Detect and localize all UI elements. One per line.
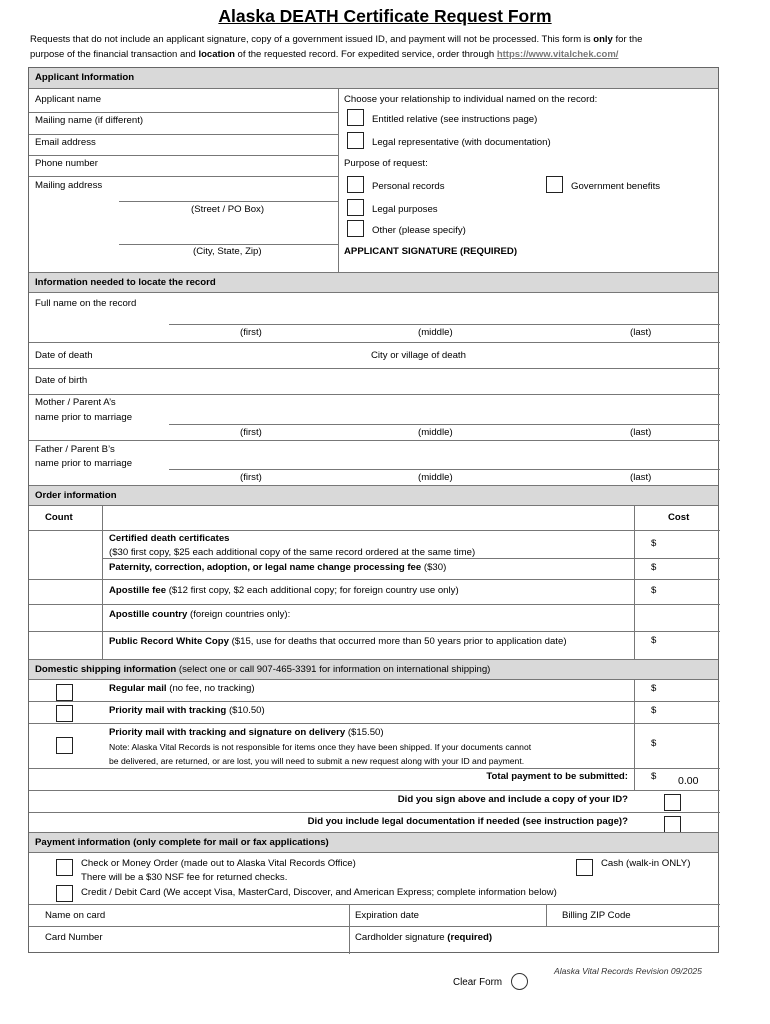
shipping-note-2: be delivered, are returned, or are lost, you will need to submit a new request along with your ID and payment.: [109, 756, 525, 766]
apostille-fee-label: Apostille fee ($12 first copy, $2 each additional copy; for foreign country use only): [109, 585, 459, 596]
entitled-relative-label: Entitled relative (see instructions page): [372, 114, 538, 125]
legal-doc-checkbox[interactable]: [664, 816, 681, 833]
mailing-name-field[interactable]: Mailing name (if different): [35, 115, 144, 126]
revision-note: Alaska Vital Records Revision 09/2025: [554, 966, 702, 976]
legal-representative-checkbox[interactable]: [347, 132, 364, 149]
clear-form-button[interactable]: [511, 973, 528, 990]
first-label: (first): [240, 327, 262, 338]
request-form: [28, 67, 719, 953]
regular-mail-label: Regular mail (no fee, no tracking): [109, 683, 255, 694]
other-purpose-checkbox[interactable]: [347, 220, 364, 237]
father-first-label: (first): [240, 472, 262, 483]
billing-zip-field[interactable]: Billing ZIP Code: [562, 910, 631, 921]
personal-records-checkbox[interactable]: [347, 176, 364, 193]
priority-mail-label: Priority mail with tracking ($10.50): [109, 705, 265, 716]
shipping-note-1: Note: Alaska Vital Records is not responsible for items once they have been shipped. If your documents cannot: [109, 742, 532, 752]
phone-field[interactable]: Phone number: [35, 158, 98, 169]
priority-mail-checkbox[interactable]: [56, 705, 73, 722]
relationship-label: Choose your relationship to individual named on the record:: [344, 94, 598, 105]
certified-cost[interactable]: $: [651, 538, 657, 549]
cash-label: Cash (walk-in ONLY): [601, 858, 691, 869]
father-last-label: (last): [630, 472, 652, 483]
white-copy-label: Public Record White Copy ($15, use for deaths that occurred more than 50 years prior to application date): [109, 636, 567, 647]
shipping-section-header: Domestic shipping information (select one or call 907-465-3391 for information on international shipping): [29, 659, 718, 680]
apostille-country-label: Apostille country (foreign countries only):: [109, 609, 291, 620]
other-purpose-label: Other (please specify): [372, 225, 466, 236]
applicant-section-header: Applicant Information: [29, 68, 718, 89]
full-name-label: Full name on the record: [35, 298, 137, 309]
check-label-1: Check or Money Order (made out to Alaska Vital Records Office): [81, 858, 356, 869]
date-of-birth-field[interactable]: Date of birth: [35, 375, 88, 386]
locate-section-header: Information needed to locate the record: [29, 272, 718, 293]
mother-last-label: (last): [630, 427, 652, 438]
legal-purposes-checkbox[interactable]: [347, 199, 364, 216]
entitled-relative-checkbox[interactable]: [347, 109, 364, 126]
government-benefits-checkbox[interactable]: [546, 176, 563, 193]
email-field[interactable]: Email address: [35, 137, 96, 148]
priority-mail-cost[interactable]: $: [651, 705, 657, 716]
id-question: Did you sign above and include a copy of your ID?: [397, 794, 628, 805]
id-confirm-checkbox[interactable]: [664, 794, 681, 811]
certified-copies-desc: ($30 first copy, $25 each additional copy of the same record ordered at the same time): [109, 547, 476, 558]
paternity-cost[interactable]: $: [651, 562, 657, 573]
check-label-2: There will be a $30 NSF fee for returned checks.: [81, 872, 288, 883]
signature-mail-label: Priority mail with tracking and signature on delivery ($15.50): [109, 727, 384, 738]
middle-label: (middle): [418, 327, 453, 338]
regular-mail-cost[interactable]: $: [651, 683, 657, 694]
applicant-signature-field[interactable]: APPLICANT SIGNATURE (REQUIRED): [344, 246, 518, 257]
certified-copies-label: Certified death certificates: [109, 533, 230, 544]
mother-label-1: Mother / Parent A’s: [35, 397, 116, 408]
legal-purposes-label: Legal purposes: [372, 204, 438, 215]
city-label: (City, State, Zip): [193, 246, 262, 257]
father-middle-label: (middle): [418, 472, 453, 483]
white-copy-cost[interactable]: $: [651, 635, 657, 646]
payment-section-header: Payment information (only complete for mail or fax applications): [29, 832, 718, 853]
legal-representative-label: Legal representative (with documentation): [372, 137, 551, 148]
cardholder-signature-field[interactable]: Cardholder signature (required): [355, 932, 493, 943]
mother-first-label: (first): [240, 427, 262, 438]
father-label-2: name prior to marriage: [35, 458, 133, 469]
expiration-field[interactable]: Expiration date: [355, 910, 419, 921]
total-value[interactable]: 0.00: [678, 775, 699, 787]
regular-mail-checkbox[interactable]: [56, 684, 73, 701]
name-on-card-field[interactable]: Name on card: [45, 910, 106, 921]
credit-card-checkbox[interactable]: [56, 885, 73, 902]
street-label: (Street / PO Box): [191, 204, 265, 215]
signature-mail-cost[interactable]: $: [651, 738, 657, 749]
vitalchek-link[interactable]: https://www.vitalchek.com/: [496, 49, 619, 60]
purpose-label: Purpose of request:: [344, 158, 428, 169]
intro-text: Requests that do not include an applicant signature, copy of a government issued ID, and payment will not be processed. This form is only for the purpose of the financial transaction and location of the requested record. For expedited service, order through https://www.vitalchek.com/: [30, 34, 643, 60]
father-label-1: Father / Parent B’s: [35, 444, 115, 455]
paternity-fee-label: Paternity, correction, adoption, or legal name change processing fee ($30): [109, 562, 447, 573]
mailing-address-field[interactable]: Mailing address: [35, 180, 103, 191]
clear-form-label: Clear Form: [453, 977, 502, 988]
city-of-death-field[interactable]: City or village of death: [371, 350, 466, 361]
cost-header: Cost: [668, 512, 690, 523]
card-number-field[interactable]: Card Number: [45, 932, 103, 943]
cash-checkbox[interactable]: [576, 859, 593, 876]
applicant-name-field[interactable]: Applicant name: [35, 94, 102, 105]
last-label: (last): [630, 327, 652, 338]
personal-records-label: Personal records: [372, 181, 445, 192]
mother-middle-label: (middle): [418, 427, 453, 438]
form-title: Alaska DEATH Certificate Request Form: [218, 6, 552, 26]
mother-label-2: name prior to marriage: [35, 412, 133, 423]
legal-doc-question: Did you include legal documentation if needed (see instruction page)?: [307, 816, 628, 827]
check-money-order-checkbox[interactable]: [56, 859, 73, 876]
count-header: Count: [45, 512, 73, 523]
signature-mail-checkbox[interactable]: [56, 737, 73, 754]
government-benefits-label: Government benefits: [571, 181, 661, 192]
date-of-death-field[interactable]: Date of death: [35, 350, 93, 361]
total-dollar: $: [651, 771, 657, 782]
total-label: Total payment to be submitted:: [486, 771, 628, 782]
order-section-header: Order information: [29, 485, 718, 506]
credit-card-label: Credit / Debit Card (We accept Visa, MasterCard, Discover, and American Express; complete information below): [81, 887, 557, 898]
apostille-cost[interactable]: $: [651, 585, 657, 596]
